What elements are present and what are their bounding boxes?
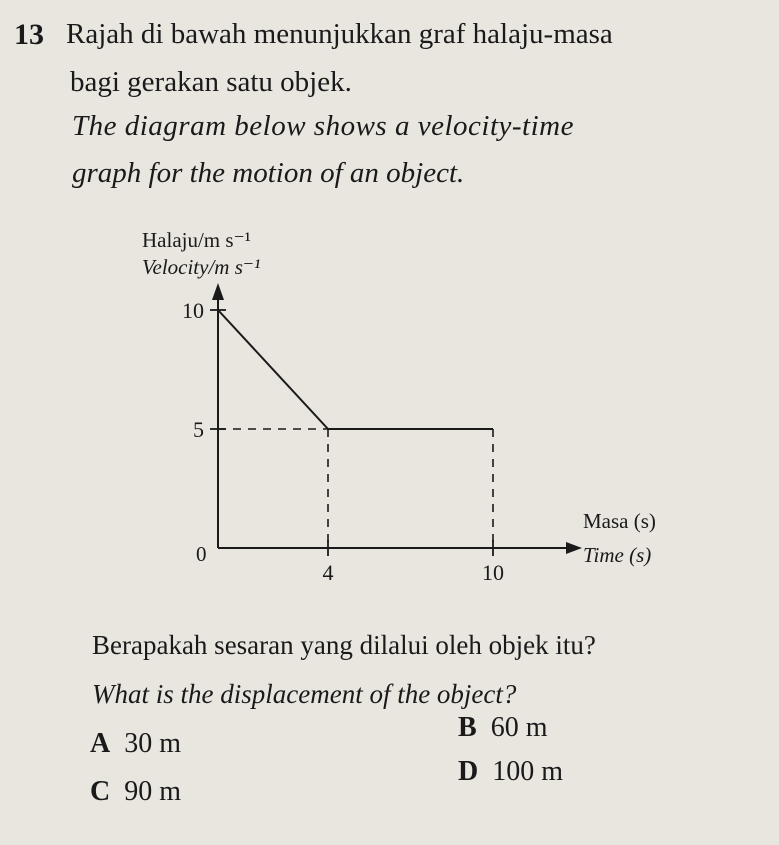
x-tick-label-4: 4 xyxy=(322,560,334,585)
y-tick-label-10: 10 xyxy=(182,298,204,323)
question-text-en-line2: graph for the motion of an object. xyxy=(72,157,465,189)
option-d-text: 100 m xyxy=(492,756,564,787)
question-number: 13 xyxy=(14,18,44,51)
y-tick-label-5: 5 xyxy=(193,417,204,442)
option-b-letter: B xyxy=(458,712,477,743)
question-text-ms-line2: bagi gerakan satu objek. xyxy=(70,66,352,98)
x-axis-label-en: Time (s) xyxy=(583,543,652,567)
option-a[interactable] xyxy=(90,728,181,760)
x-axis-label-ms: Masa (s) xyxy=(583,509,656,533)
option-c-letter: C xyxy=(90,776,111,807)
option-b[interactable] xyxy=(458,712,547,744)
y-axis-arrow xyxy=(212,283,224,300)
option-b-text: 60 m xyxy=(490,712,548,743)
x-tick-label-10: 10 xyxy=(482,560,504,585)
question-prompt-en: What is the displacement of the object? xyxy=(92,679,517,709)
y-axis-label-ms: Halaju/m s⁻¹ xyxy=(142,228,251,252)
y-axis-label-en: Velocity/m s⁻¹ xyxy=(142,255,261,279)
question-prompt-ms: Berapakah sesaran yang dilalui oleh objek itu? xyxy=(92,630,596,660)
option-a-letter: A xyxy=(90,728,111,759)
question-text-ms-line1: Rajah di bawah menunjukkan graf halaju-masa xyxy=(66,18,613,50)
question-text-en-line1: The diagram below shows a velocity-time xyxy=(72,110,574,142)
option-d[interactable] xyxy=(458,756,563,788)
graph-segment-1 xyxy=(218,310,328,429)
axes xyxy=(182,283,582,585)
option-a-text: 30 m xyxy=(124,728,182,759)
option-c[interactable] xyxy=(90,776,181,808)
x-axis-arrow xyxy=(566,542,582,554)
option-c-text: 90 m xyxy=(124,776,182,807)
graph-marks xyxy=(218,310,493,548)
origin-label: 0 xyxy=(196,542,207,566)
option-d-letter: D xyxy=(458,756,479,787)
